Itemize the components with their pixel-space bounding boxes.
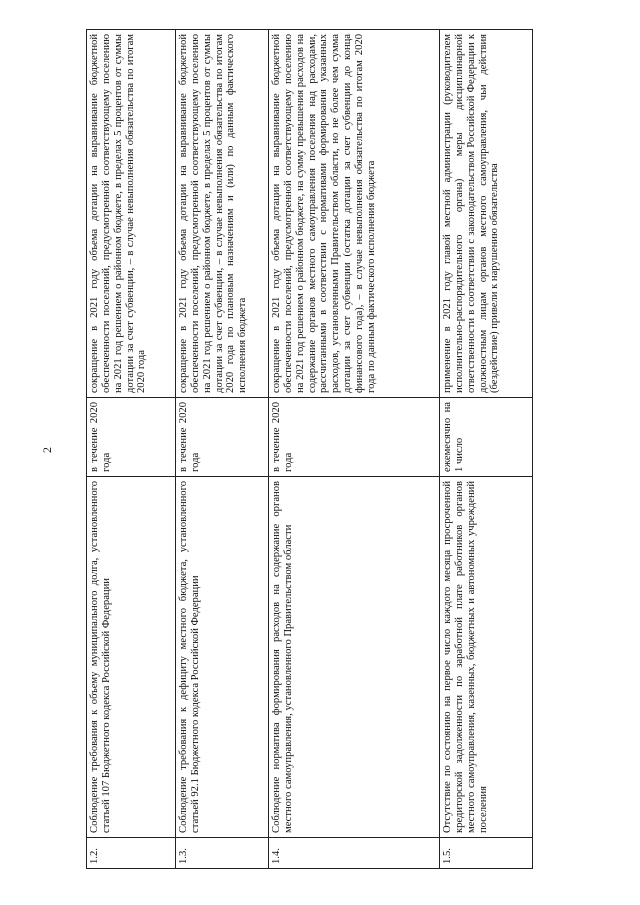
requirement-cell: Соблюдение норматива формирования расходов на содержание органов местного самоуправления, установленного Правительством области [269,477,440,838]
table-row [269,30,440,869]
term-cell: в течение 2020 года [87,398,176,477]
requirement-cell: Соблюдение требования к объему муниципального долга, установленного статьей 107 Бюджетного кодекса Российской Федерации [87,477,176,838]
table-row [176,30,269,869]
obligations-table-container [86,29,554,869]
consequence-cell: сокращение в 2021 году объема дотации на выравнивание бюджетной обеспеченности поселений, предусмотренной соответствующему поселению на 2021 год решением о районном бюджете, в пределах 5 процентов от суммы дотации за счет субвенции, – в случае невыполнения обязательства по итогам 2020 года [87,30,176,398]
table-row [87,30,176,869]
row-number: 1.4. [269,838,440,869]
consequence-cell: применение в 2021 году главой местной администрации (руководителем исполнительно-распорядительного органа) меры дисциплинарной ответственности в соответствии с законодательством Российской Федерации к должностным лицам органов местного самоуправления, чьи действия (бездействие) привели к нарушению обязательства [440,30,533,398]
term-cell: в течение 2020 года [176,398,269,477]
obligations-table [86,29,533,869]
row-number: 1.2. [87,838,176,869]
requirement-cell: Отсутствие по состоянию на первое число каждого месяца просроченной кредиторской задолженности по заработной плате работников органов местного самоуправления, казенных, бюджетных и автономных учреждений поселения [440,477,533,838]
table-row [440,30,533,869]
row-number: 1.3. [176,838,269,869]
requirement-cell: Соблюдение требования к дефициту местного бюджета, установленного статьей 92.1 Бюджетного кодекса Российской Федерации [176,477,269,838]
page-number: 2 [40,447,54,453]
term-cell: в течение 2020 года [269,398,440,477]
consequence-cell: сокращение в 2021 году объема дотации на выравнивание бюджетной обеспеченности поселений, предусмотренной соответствующему поселению на 2021 год решением о районном бюджете, на сумму превышения расходов на содержание органов местного самоуправления поселения над расходами, рассчитанными в соответствии с нормативами формирования указанных расходов, установленными Правительством области, но не более чем сумма дотации за счет субвенции (остатка дотации за счет субвенции до конца финансового года), – в случае невыполнения обязательства по итогам 2020 года по данным фактического исполнения бюджета [269,30,440,398]
term-cell: ежемесячно на 1 число [440,398,533,477]
consequence-cell: сокращение в 2021 году объема дотации на выравнивание бюджетной обеспеченности поселений, предусмотренной соответствующему поселению на 2021 год решением о районном бюджете, в пределах 5 процентов от суммы дотации за счет субвенции, – в случае невыполнения обязательства по итогам 2020 года по плановым назначениям и (или) по данным фактического исполнения бюджета [176,30,269,398]
row-number: 1.5. [440,838,533,869]
